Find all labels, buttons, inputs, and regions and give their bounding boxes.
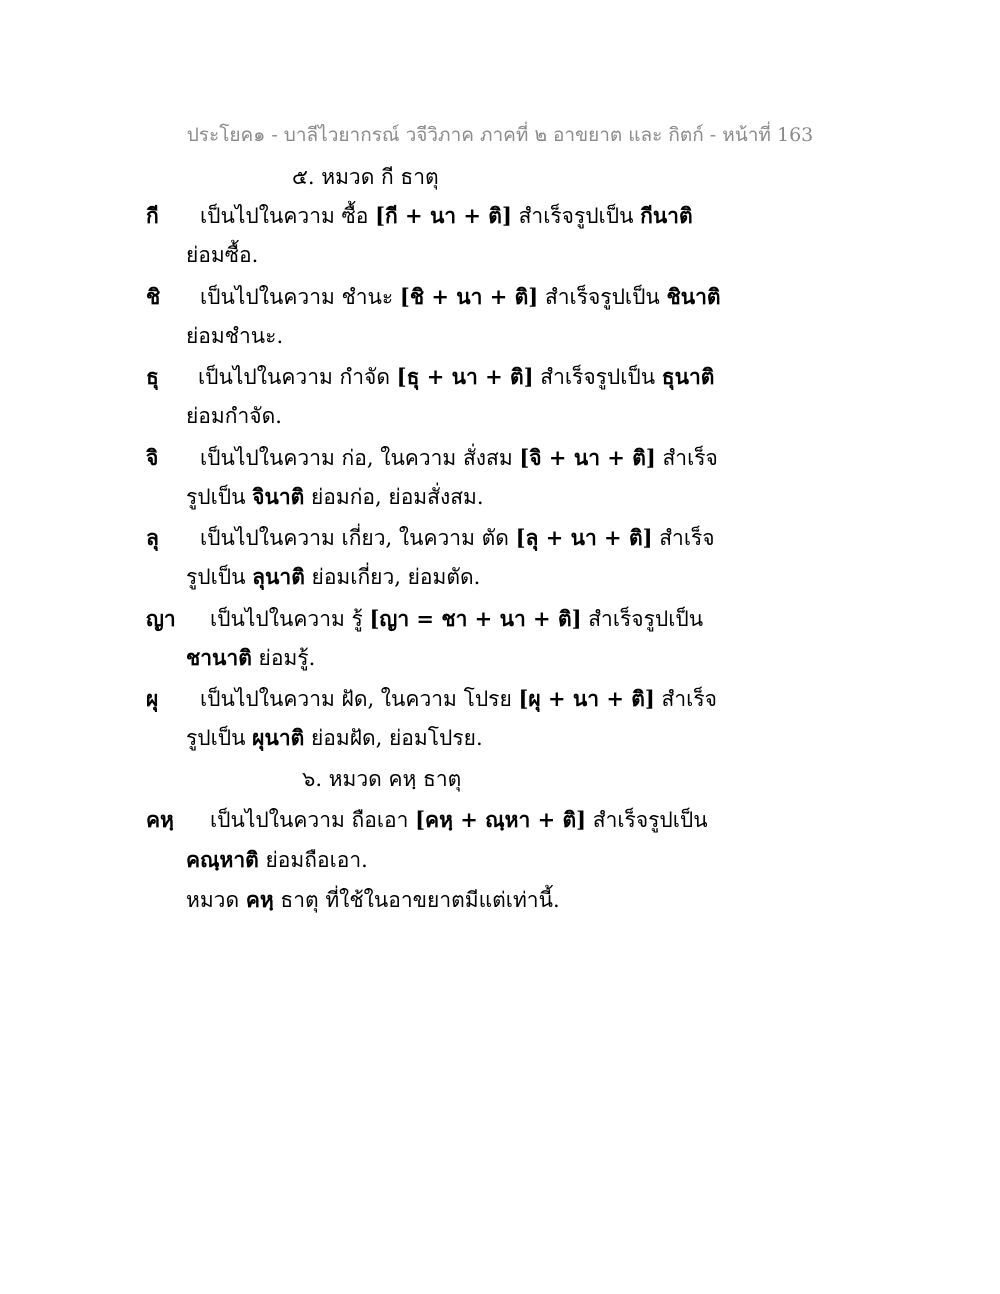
result-prefix: รูปเป็น: [186, 726, 246, 750]
entry-line-chi-1: [200, 282, 721, 312]
entry-term-phu: ผุ: [146, 686, 159, 711]
result-word: ผุนาติ: [252, 725, 305, 750]
entry-line-phu-1: [200, 684, 717, 714]
formula: [ผุ + นา + ติ]: [518, 686, 655, 711]
formula: [ลุ + นา + ติ]: [515, 525, 653, 550]
entry-term-lu: ลุ: [146, 525, 159, 550]
result-prefix: สำเร็จ: [659, 526, 715, 550]
closing-term: คหฺ: [245, 887, 274, 912]
entry-gloss-chi: ย่อมชำนะ.: [186, 324, 284, 348]
entry-line-lu-1: [200, 523, 715, 553]
entry-gloss-dhu: ย่อมกำจัด.: [186, 404, 282, 428]
result-prefix: สำเร็จรูปเป็น: [518, 204, 634, 228]
closing-prefix: หมวด: [186, 888, 240, 912]
meaning: เป็นไปในความ ก่อ, ในความ สั่งสม: [200, 446, 513, 470]
result-word: ธุนาติ: [661, 364, 715, 389]
running-header: ประโยค๑ - บาลีไวยากรณ์ วจีวิภาค ภาคที่ ๒ อาขยาต และ กิตก์ - หน้าที่ 163: [186, 124, 814, 146]
result-prefix: สำเร็จรูปเป็น: [588, 607, 704, 631]
entry-line-ci-1: [200, 443, 718, 473]
entry-line-lu-2: [186, 562, 480, 592]
result-word: กีนาติ: [640, 203, 693, 228]
gloss: ย่อมเกี่ยว, ย่อมตัด.: [311, 565, 481, 589]
result-prefix: สำเร็จรูปเป็น: [544, 285, 660, 309]
meaning: เป็นไปในความ ชำนะ: [200, 285, 394, 309]
entry-term-chi: ชิ: [146, 284, 161, 309]
meaning: เป็นไปในความ ฝัด, ในความ โปรย: [200, 687, 512, 711]
result-word: ลุนาติ: [252, 564, 305, 589]
meaning: เป็นไปในความ กำจัด: [198, 365, 390, 389]
entry-line-kah-1: [210, 805, 708, 835]
entry-line-kah-2: [186, 845, 368, 875]
result-word: ชานาติ: [186, 645, 252, 670]
entry-term-ki: กี: [146, 203, 159, 228]
section-heading-6: ๖. หมวด คหฺ ธาตุ: [302, 767, 462, 791]
gloss: ย่อมถือเอา.: [265, 848, 368, 872]
meaning: เป็นไปในความ เกี่ยว, ในความ ตัด: [200, 526, 509, 550]
entry-term-ci: จิ: [146, 445, 159, 470]
formula: [ชิ + นา + ติ]: [399, 284, 539, 309]
formula: [จิ + นา + ติ]: [519, 445, 656, 470]
entry-line-nya-2: [186, 643, 315, 673]
entry-gloss-ki: ย่อมซื้อ.: [186, 243, 259, 267]
result-prefix: รูปเป็น: [186, 565, 246, 589]
formula: [ญา = ชา + นา + ติ]: [369, 606, 582, 631]
formula: [กี + นา + ติ]: [375, 203, 512, 228]
section-heading-5: ๕. หมวด กี ธาตุ: [292, 165, 439, 189]
meaning: เป็นไปในความ รู้: [210, 607, 363, 631]
entry-term-kah: คหฺ: [146, 807, 174, 832]
result-word: คณฺหาติ: [186, 847, 259, 872]
entry-line-phu-2: [186, 723, 483, 753]
entry-line-ci-2: [186, 482, 484, 512]
result-word: จินาติ: [252, 484, 305, 509]
gloss: ย่อมก่อ, ย่อมสั่งสม.: [310, 485, 484, 509]
entry-line-ki-1: [200, 201, 693, 231]
meaning: เป็นไปในความ ซื้อ: [200, 204, 369, 228]
result-prefix: สำเร็จ: [661, 687, 717, 711]
meaning: เป็นไปในความ ถือเอา: [210, 808, 409, 832]
formula: [คหฺ + ณฺหา + ติ]: [415, 807, 587, 832]
closing-suffix: ธาตุ ที่ใช้ในอาขยาตมีแต่เท่านี้.: [280, 888, 560, 912]
result-prefix: สำเร็จ: [662, 446, 718, 470]
gloss: ย่อมฝัด, ย่อมโปรย.: [310, 726, 483, 750]
closing-line: [186, 885, 560, 915]
entry-term-nya: ญา: [146, 606, 176, 631]
entry-line-nya-1: [210, 604, 703, 634]
result-prefix: รูปเป็น: [186, 485, 246, 509]
gloss: ย่อมรู้.: [258, 646, 316, 670]
result-prefix: สำเร็จรูปเป็น: [540, 365, 656, 389]
entry-line-dhu-1: [198, 362, 714, 392]
formula: [ธุ + นา + ติ]: [396, 364, 534, 389]
result-word: ชินาติ: [666, 284, 721, 309]
result-prefix: สำเร็จรูปเป็น: [592, 808, 708, 832]
entry-term-dhu: ธุ: [146, 364, 159, 389]
